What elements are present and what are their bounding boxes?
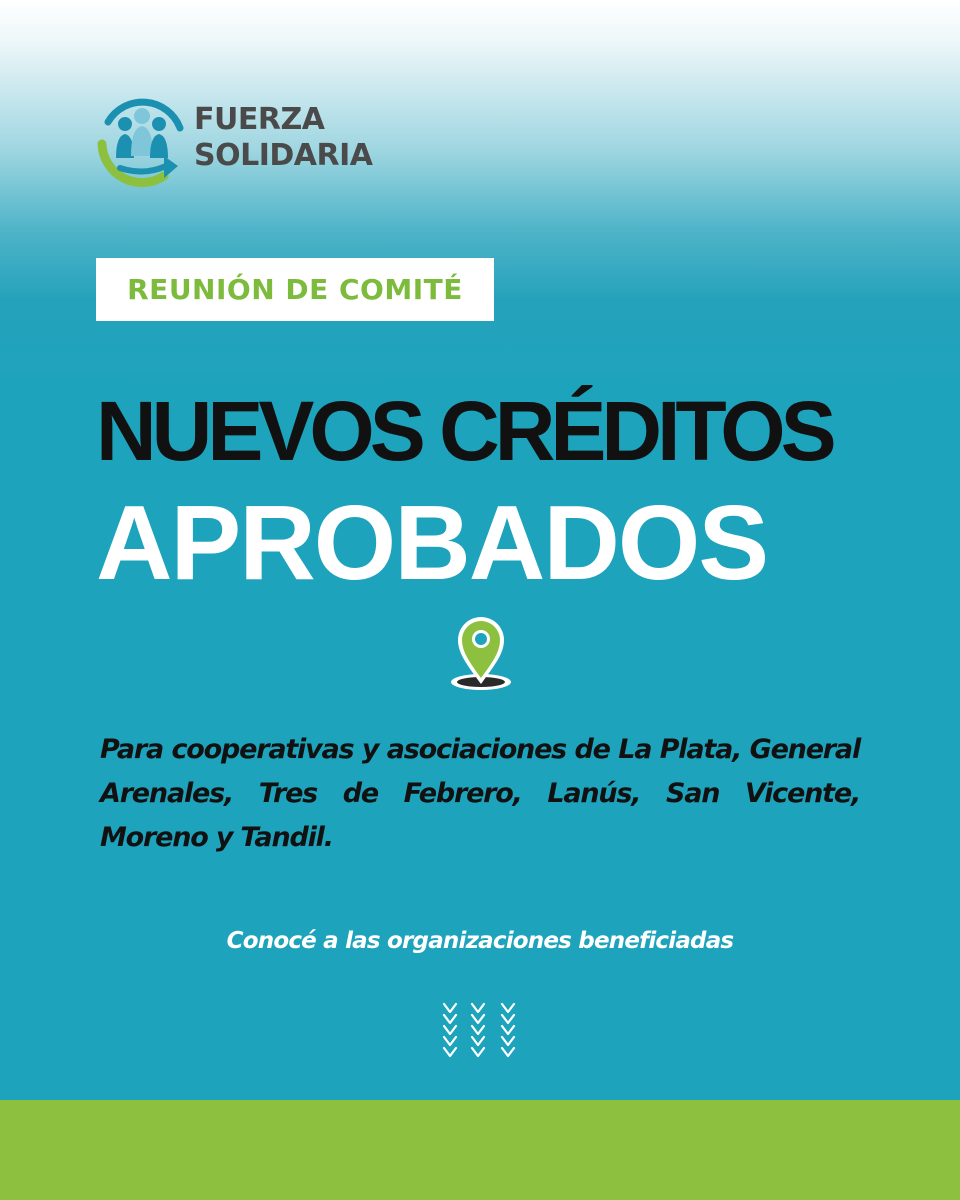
brand-name-line2: SOLIDARIA <box>194 138 373 173</box>
cta-text: Conocé a las organizaciones beneficiadas <box>226 928 734 954</box>
description-text: Para cooperativas y asociaciones de La Plata, General Arenales, Tres de Febrero, Lanús, San Vicente, Moreno y Tandil. <box>100 734 860 853</box>
brand-name-line1: FUERZA <box>194 102 325 137</box>
brand-name <box>194 102 373 174</box>
map-pin-icon <box>448 612 514 692</box>
event-tag-label: REUNIÓN DE COMITÉ <box>127 273 463 306</box>
brand-logo <box>94 92 394 188</box>
headline-line1: NUEVOS CRÉDITOS <box>96 384 832 478</box>
footer-bar <box>0 1100 960 1200</box>
headline-line2: APROBADOS <box>96 484 768 602</box>
fuerza-solidaria-logo-icon <box>94 92 190 188</box>
chevrons-down-icon <box>440 1000 520 1070</box>
event-tag <box>96 258 494 321</box>
